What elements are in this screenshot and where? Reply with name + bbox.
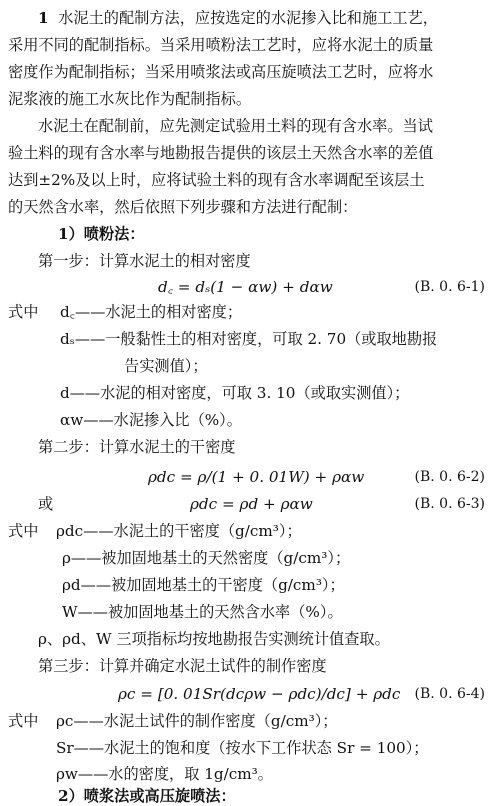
equation-b-0-6-1: d꜀ = dₛ(1 − αw) + dαw xyxy=(158,278,333,296)
step-1-def-2b: 告实测值）； xyxy=(124,357,208,375)
section-1-line-3: 密度作为配制指标；当采用喷浆法或高压旋喷法工艺时，应将水 xyxy=(8,63,434,81)
item-1-heading: 1）喷粉法： xyxy=(58,225,145,243)
step-2-def-3: ρd——被加固地基土的干密度（g/cm³）； xyxy=(62,576,345,594)
equation-b-0-6-2: ρdc = ρ/(1 + 0. 01W) + ραw xyxy=(148,468,365,486)
equation-number-b-0-6-2: (B. 0. 6-2) xyxy=(414,469,485,485)
section-1-line-4: 泥浆液的施工水灰比作为配制指标。 xyxy=(8,90,251,108)
step-1-def-1: d꜀——水泥土的相对密度； xyxy=(60,303,243,321)
step-3-def-2: Sr——水泥土的饱和度（按水下工作状态 Sr = 100）； xyxy=(56,739,429,757)
step-2-title: 第二步：计算水泥土的干密度 xyxy=(38,438,236,456)
para-2-line-2: 验土料的现有含水率与地勘报告提供的该层土天然含水率的差值 xyxy=(8,144,434,162)
where-label-1: 式中 xyxy=(8,303,39,321)
equation-number-b-0-6-4: (B. 0. 6-4) xyxy=(414,686,485,702)
equation-number-b-0-6-1: (B. 0. 6-1) xyxy=(414,279,485,295)
para-2-line-3: 达到±2%及以上时，应将试验土料的现有含水率调配至该层土 xyxy=(8,171,425,189)
step-3-def-1: ρc——水泥土试件的制作密度（g/cm³）； xyxy=(56,712,338,730)
section-number: 1 xyxy=(38,9,49,27)
where-label-3: 式中 xyxy=(8,712,39,730)
para-2-line-1: 水泥土在配制前，应先测定试验用土料的现有含水率。当试 xyxy=(38,117,433,135)
equation-b-0-6-3: ρdc = ρd + ραw xyxy=(190,495,313,513)
step-1-def-2a: dₛ——一般黏性土的相对密度，可取 2. 70（或取地勘报 xyxy=(60,330,438,348)
step-1-def-4: αw——水泥掺入比（%）。 xyxy=(60,411,242,429)
item-2-heading: 2）喷浆法或高压旋喷法： xyxy=(58,787,236,805)
step-2-note: ρ、ρd、W 三项指标均按地勘报告实测统计值查取。 xyxy=(38,630,390,648)
section-1-line-1 xyxy=(38,8,438,28)
step-2-def-1: ρdc——水泥土的干密度（g/cm³）； xyxy=(56,522,302,540)
or-label: 或 xyxy=(38,495,54,513)
where-label-2: 式中 xyxy=(8,522,39,540)
step-1-title: 第一步：计算水泥土的相对密度 xyxy=(38,252,251,270)
step-3-def-3: ρw——水的密度，取 1g/cm³。 xyxy=(56,765,273,783)
step-2-def-4: W——被加固地基土的天然含水率（%）。 xyxy=(62,603,343,621)
step-3-title: 第三步：计算并确定水泥土试件的制作密度 xyxy=(38,657,327,675)
step-1-def-3: d——水泥的相对密度，可取 3. 10（或取实测值）； xyxy=(60,384,410,402)
section-1-text-1: 水泥土的配制方法，应按选定的水泥掺入比和施工工艺， xyxy=(58,9,438,27)
section-1-line-2: 采用不同的配制指标。当采用喷粉法工艺时，应将水泥土的质量 xyxy=(8,36,434,54)
step-2-def-2: ρ——被加固地基土的天然密度（g/cm³）； xyxy=(62,549,351,567)
equation-number-b-0-6-3: (B. 0. 6-3) xyxy=(414,496,485,512)
equation-b-0-6-4: ρc = [0. 01Sr(dcρw − ρdc)/dc] + ρdc xyxy=(118,685,401,703)
para-2-line-4: 的天然含水率，然后依照下列步骤和方法进行配制： xyxy=(8,198,358,216)
